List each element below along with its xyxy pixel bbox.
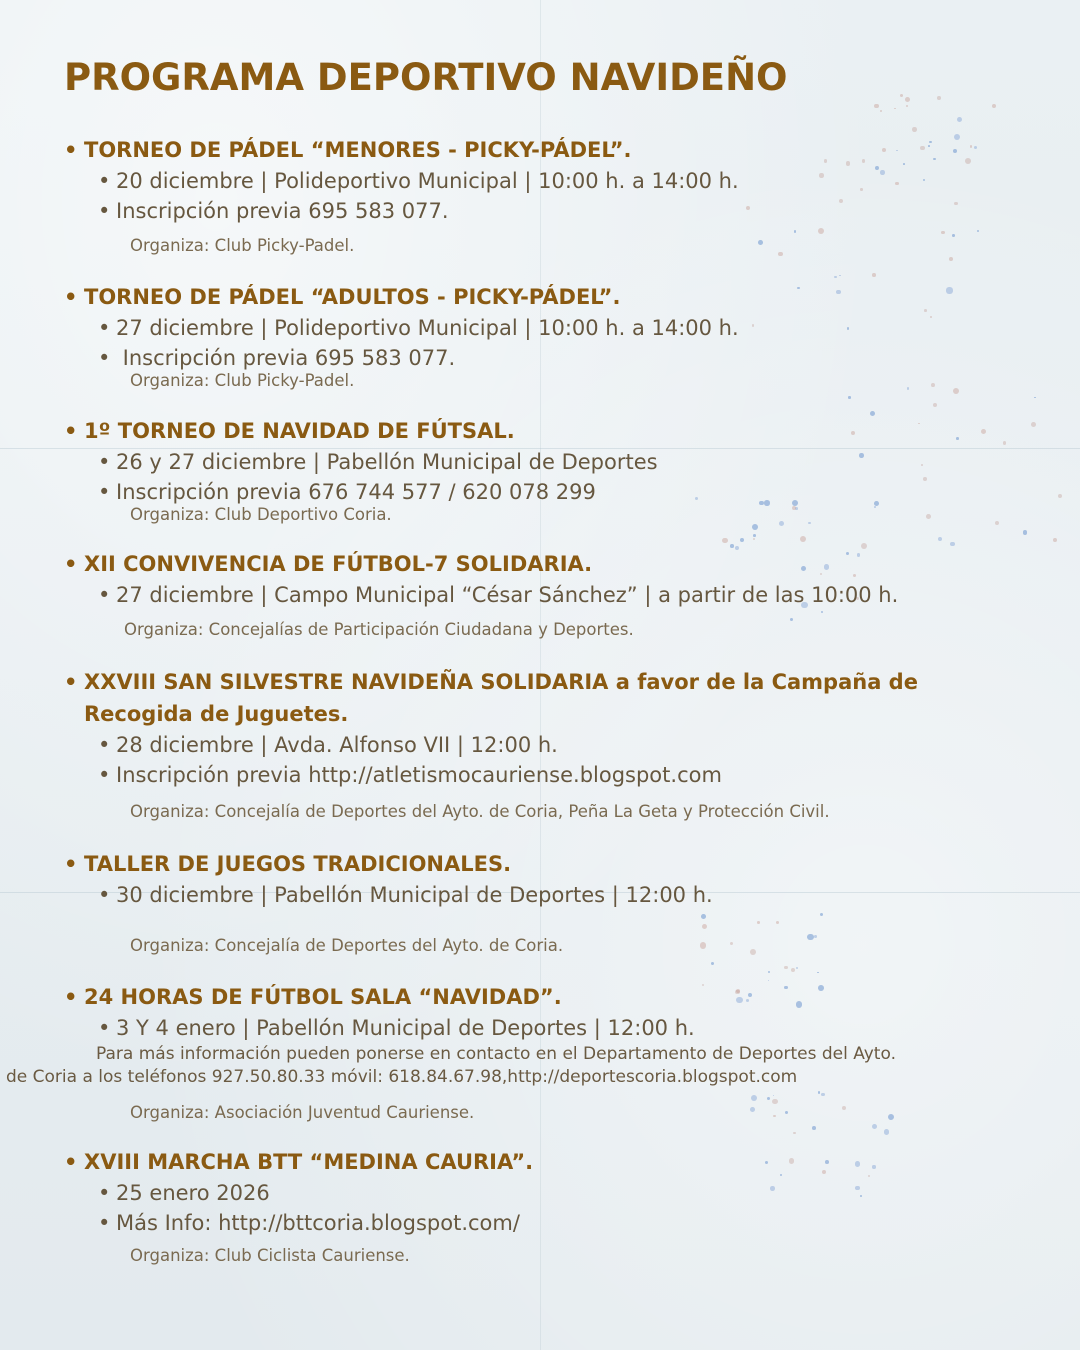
- event-detail: • 27 diciembre | Polideportivo Municipal | 10:00 h. a 14:00 h.: [64, 313, 1024, 343]
- event-detail: • 25 enero 2026: [64, 1178, 1024, 1208]
- paint-speck: [874, 104, 879, 109]
- event-block: [64, 415, 1024, 527]
- paint-speck: [711, 962, 714, 965]
- paint-speck: [848, 396, 850, 398]
- paint-speck: [784, 966, 787, 969]
- paint-speck: [800, 536, 806, 542]
- event-heading: • 1º TORNEO DE NAVIDAD DE FÚTSAL.: [64, 415, 1024, 447]
- paint-speck: [950, 542, 955, 547]
- paint-speck: [906, 105, 908, 107]
- paint-speck: [1031, 422, 1036, 427]
- paint-speck: [1034, 397, 1036, 399]
- event-organizer: Organiza: Club Picky-Padel.: [130, 236, 355, 255]
- event-organizer: Organiza: Concejalía de Deportes del Ayto. de Coria, Peña La Geta y Protección Civil.: [130, 802, 830, 821]
- event-organizer: Organiza: Concejalías de Participación Ciudadana y Deportes.: [124, 620, 634, 639]
- paint-speck: [1058, 494, 1062, 498]
- event-detail: • 3 Y 4 enero | Pabellón Municipal de Deportes | 12:00 h.: [64, 1013, 1024, 1043]
- paint-speck: [793, 1132, 795, 1134]
- event-organizer: Organiza: Club Picky-Padel.: [130, 371, 355, 390]
- event-detail: • Inscripción previa 695 583 077.: [64, 196, 1024, 226]
- event-block: [6, 981, 1024, 1125]
- paint-speck: [817, 972, 819, 974]
- paint-speck: [722, 538, 728, 544]
- paint-speck: [839, 275, 841, 277]
- paint-speck: [992, 104, 996, 108]
- paint-speck: [768, 971, 771, 974]
- paint-speck: [834, 276, 837, 279]
- paint-speck: [900, 94, 903, 97]
- info-note: de Coria a los teléfonos 927.50.80.33 móvil: 618.84.67.98,http://deportescoria.blogspot.com: [6, 1067, 798, 1087]
- event-block: [64, 1146, 1024, 1268]
- paint-speck: [812, 1126, 816, 1130]
- page-title: PROGRAMA DEPORTIVO NAVIDEÑO: [64, 56, 788, 99]
- event-detail: • 27 diciembre | Campo Municipal “César Sánchez” | a partir de las 10:00 h.: [64, 580, 1024, 610]
- paint-speck: [880, 110, 882, 112]
- paint-speck: [1053, 538, 1057, 542]
- paint-speck: [753, 534, 756, 537]
- paint-speck: [872, 273, 876, 277]
- event-heading: • 24 HORAS DE FÚTBOL SALA “NAVIDAD”.: [64, 981, 1024, 1013]
- event-detail: • 30 diciembre | Pabellón Municipal de Deportes | 12:00 h.: [64, 880, 1024, 910]
- event-heading: • XVIII MARCHA BTT “MEDINA CAURIA”.: [64, 1146, 1024, 1178]
- paint-speck: [957, 117, 962, 122]
- paint-speck: [912, 127, 917, 132]
- event-detail: • 26 y 27 diciembre | Pabellón Municipal de Deportes: [64, 447, 1024, 477]
- event-block: [64, 548, 1024, 642]
- paint-speck: [796, 967, 798, 969]
- paint-speck: [938, 537, 942, 541]
- event-heading: • TALLER DE JUEGOS TRADICIONALES.: [64, 848, 1024, 880]
- event-block: [64, 281, 1024, 393]
- event-organizer: Organiza: Club Deportivo Coria.: [130, 505, 392, 524]
- event-detail: • 28 diciembre | Avda. Alfonso VII | 12:00 h.: [64, 730, 934, 760]
- info-note: Para más información pueden ponerse en contacto en el Departamento de Deportes del Ayto.: [96, 1044, 896, 1064]
- event-block: [64, 848, 1024, 958]
- paint-speck: [740, 538, 744, 542]
- event-organizer: Organiza: Asociación Juventud Cauriense.: [130, 1103, 475, 1122]
- event-organizer: Organiza: Concejalía de Deportes del Ayto. de Coria.: [130, 936, 564, 955]
- paint-speck: [894, 108, 896, 110]
- event-block: [64, 134, 1024, 258]
- paint-speck: [1023, 530, 1027, 534]
- event-organizer: Organiza: Club Ciclista Cauriense.: [130, 1246, 410, 1265]
- event-detail: • 20 diciembre | Polideportivo Municipal | 10:00 h. a 14:00 h.: [64, 166, 1024, 196]
- event-detail: • Más Info: http://bttcoria.blogspot.com/: [64, 1208, 1024, 1238]
- paint-speck: [884, 1129, 890, 1135]
- event-detail: • Inscripción previa 676 744 577 / 620 078 299: [64, 477, 1024, 507]
- event-heading: • TORNEO DE PÁDEL “ADULTOS - PICKY-PÁDEL”.: [64, 281, 1024, 313]
- paint-speck: [753, 538, 755, 540]
- paint-speck: [937, 96, 941, 100]
- paint-speck: [905, 97, 910, 102]
- event-heading: • XXVIII SAN SILVESTRE NAVIDEÑA SOLIDARIA a favor de la Campaña de Recogida de Juguetes.: [64, 666, 934, 730]
- paint-speck: [933, 403, 937, 407]
- paint-speck: [791, 968, 795, 972]
- event-heading: • TORNEO DE PÁDEL “MENORES - PICKY-PÁDEL”.: [64, 134, 1024, 166]
- event-detail: • Inscripción previa http://atletismocauriense.blogspot.com: [64, 760, 934, 790]
- event-heading: • XII CONVIVENCIA DE FÚTBOL-7 SOLIDARIA.: [64, 548, 1024, 580]
- event-block: [64, 666, 934, 824]
- event-detail: • Inscripción previa 695 583 077.: [64, 343, 1024, 373]
